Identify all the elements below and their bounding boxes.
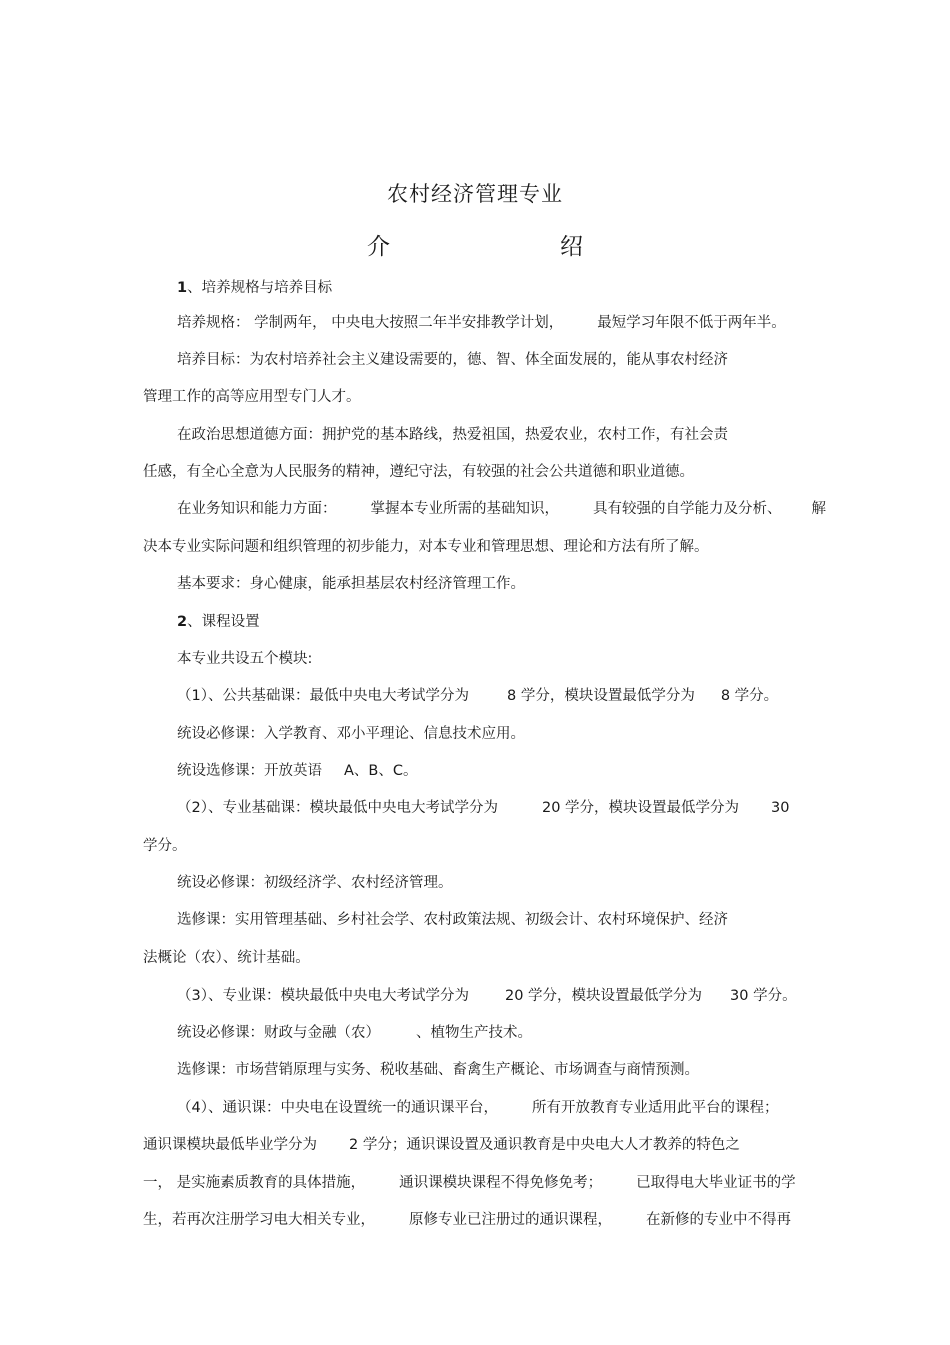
module-4-line-4-c: 在新修的专业中不得再: [646, 1212, 791, 1228]
module-1-text-a: （1）、公共基础课：最低中央电大考试学分为: [177, 688, 469, 704]
section-2-title: 、课程设置: [187, 614, 260, 630]
paragraph-goal-line-2: 管理工作的高等应用型专门人才。: [143, 389, 361, 405]
module-3-required-a: 统设必修课：财政与金融（农）: [177, 1025, 380, 1041]
section-1-heading: [177, 278, 332, 298]
ability-text-b: 掌握本专业所需的基础知识，: [370, 501, 559, 517]
paragraph-basic-requirement: 基本要求：身心健康，能承担基层农村经济管理工作。: [177, 576, 525, 592]
spec-text-b: 最短学习年限不低于两年半。: [597, 315, 786, 331]
section-1-title: 、培养规格与培养目标: [187, 280, 333, 296]
ability-text-c: 具有较强的自学能力及分析、: [593, 501, 782, 517]
module-2-line: [177, 798, 790, 818]
module-4-line-3-a: 一， 是实施素质教育的具体措施，: [143, 1175, 366, 1191]
section-2-number: 2: [177, 614, 188, 630]
paragraph-spec: [177, 313, 786, 333]
paragraph-goal-line-1: 培养目标：为农村培养社会主义建设需要的，德、智、体全面发展的，能从事农村经济: [177, 352, 728, 368]
module-1-text-c: 8 学分。: [720, 688, 779, 704]
module-3-text-c: 30 学分。: [730, 988, 797, 1004]
document-title: 农村经济管理专业: [387, 182, 563, 206]
module-2-text-b: 20 学分，模块设置最低学分为: [541, 800, 740, 816]
paragraph-ability-line-1: [177, 499, 826, 519]
ability-text-d: 解: [811, 501, 826, 517]
module-2-elective-line-1: 选修课：实用管理基础、乡村社会学、农村政策法规、初级会计、农村环境保护、经济: [177, 912, 728, 928]
module-4-line-4-a: 生，若再次注册学习电大相关专业，: [143, 1212, 375, 1228]
module-1-elective: [177, 761, 418, 781]
module-4-text-a: （4）、通识课：中央电在设置统一的通识课平台，: [177, 1100, 498, 1116]
module-2-text-c: 30: [771, 800, 790, 816]
paragraph-political-line-2: 任感，有全心全意为人民服务的精神，遵纪守法，有较强的社会公共道德和职业道德。: [143, 464, 694, 480]
module-1-text-b: 8 学分，模块设置最低学分为: [506, 688, 695, 704]
subtitle-right-char: 绍: [560, 234, 583, 260]
module-2-elective-line-2: 法概论（农）、统计基础。: [143, 950, 310, 966]
module-2-text-a: （2）、专业基础课：模块最低中央电大考试学分为: [177, 800, 498, 816]
ability-text-a: 在业务知识和能力方面：: [177, 501, 337, 517]
module-1-required: 统设必修课：入学教育、邓小平理论、信息技术应用。: [177, 726, 525, 742]
module-4-text-b: 所有开放教育专业适用此平台的课程；: [531, 1100, 779, 1116]
module-3-line: [177, 986, 797, 1006]
subtitle-left-char: 介: [367, 234, 390, 260]
module-3-elective: 选修课：市场营销原理与实务、税收基础、畜禽生产概论、市场调查与商情预测。: [177, 1062, 699, 1078]
module-2-required: 统设必修课：初级经济学、农村经济管理。: [177, 875, 453, 891]
module-4-line-4: [143, 1210, 791, 1230]
module-4-line-3: [143, 1173, 796, 1193]
module-4-line-2-b: 2 学分；通识课设置及通识教育是中央电大人才教养的特色之: [349, 1137, 740, 1153]
module-1-elective-b: A、B、C。: [344, 763, 418, 779]
module-4-line-3-c: 已取得电大毕业证书的学: [636, 1175, 796, 1191]
module-4-line-4-b: 原修专业已注册过的通识课程，: [409, 1212, 612, 1228]
section-2-heading: [177, 612, 260, 632]
module-1-line: [177, 686, 778, 706]
module-4-line-2-a: 通识课模块最低毕业学分为: [143, 1137, 317, 1153]
module-3-text-a: （3）、专业课：模块最低中央电大考试学分为: [177, 988, 469, 1004]
module-1-elective-a: 统设选修课：开放英语: [177, 763, 322, 779]
module-4-line-2: [143, 1135, 740, 1155]
module-2-line-2: 学分。: [143, 838, 187, 854]
module-3-required: [177, 1023, 532, 1043]
module-3-required-b: 、植物生产技术。: [416, 1025, 532, 1041]
courses-intro: 本专业共设五个模块:: [177, 651, 313, 667]
paragraph-political-line-1: 在政治思想道德方面：拥护党的基本路线，热爱祖国，热爱农业，农村工作，有社会责: [177, 427, 728, 443]
paragraph-ability-line-2: 决本专业实际问题和组织管理的初步能力，对本专业和管理思想、理论和方法有所了解。: [143, 539, 709, 555]
module-4-line-3-b: 通识课模块课程不得免修免考；: [399, 1175, 603, 1191]
module-4-line-1: [177, 1098, 778, 1118]
section-1-number: 1: [177, 280, 188, 296]
spec-text-a: 培养规格： 学制两年， 中央电大按照二年半安排教学计划，: [177, 315, 564, 331]
module-3-text-b: 20 学分，模块设置最低学分为: [504, 988, 703, 1004]
